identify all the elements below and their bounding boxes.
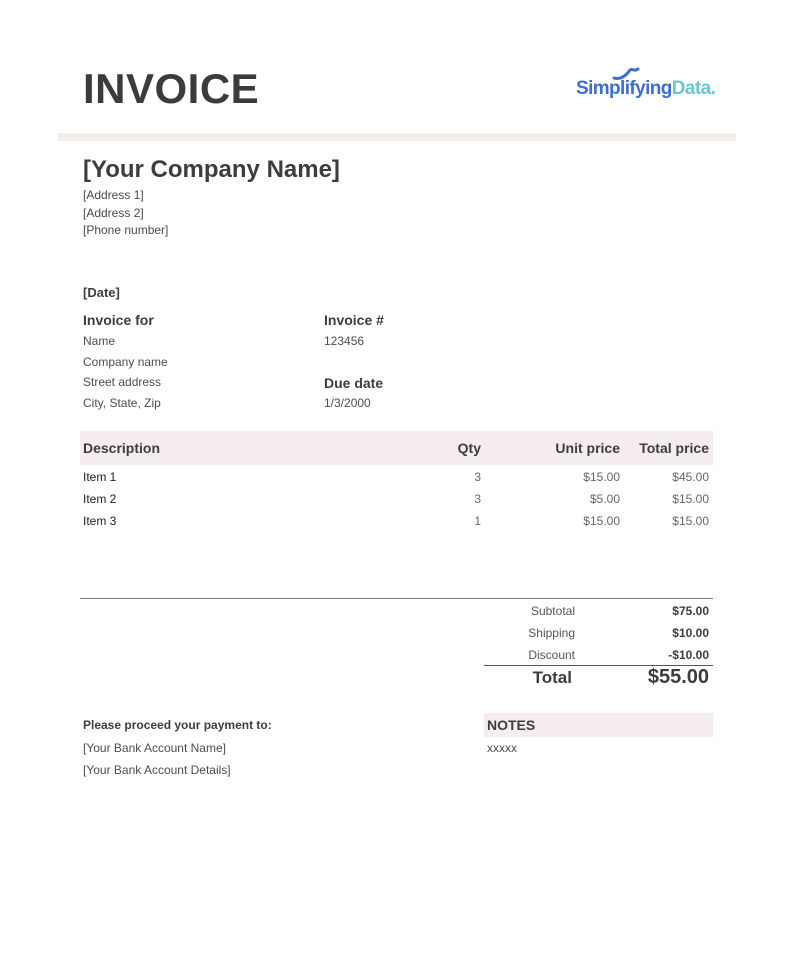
- row-total-price: $15.00: [672, 492, 709, 506]
- company-name: [Your Company Name]: [83, 156, 340, 183]
- logo-text-secondary: Data.: [671, 78, 716, 99]
- row-unit-price: $5.00: [589, 492, 620, 506]
- notes-header: [484, 713, 713, 737]
- total-value: $55.00: [647, 666, 709, 688]
- due-date-heading: Due date: [324, 375, 384, 391]
- client-company: Company name: [83, 355, 168, 369]
- company-logo: [576, 66, 722, 106]
- invoice-for-heading: Invoice for: [83, 312, 154, 328]
- table-row: [80, 470, 713, 490]
- client-name: Name: [83, 334, 116, 348]
- row-total-price: $15.00: [672, 514, 709, 528]
- company-address-2: [Address 2]: [83, 206, 144, 220]
- row-qty: 1: [474, 514, 481, 528]
- items-table-header: [80, 431, 713, 465]
- header-divider-band: [58, 133, 736, 141]
- bank-account-details: [Your Bank Account Details]: [83, 763, 231, 777]
- logo-text-primary: Simplifying: [576, 78, 672, 99]
- notes-heading: NOTES: [487, 717, 536, 733]
- company-phone: [Phone number]: [83, 223, 169, 237]
- invoice-number-heading: Invoice #: [324, 312, 384, 328]
- notes-text: xxxxx: [487, 741, 517, 755]
- invoice-title: INVOICE: [83, 65, 260, 112]
- discount-label: Discount: [528, 648, 575, 662]
- subtotal-label: Subtotal: [530, 604, 575, 618]
- row-unit-price: $15.00: [583, 470, 620, 484]
- shipping-value: $10.00: [672, 626, 709, 640]
- due-date-value: 1/3/2000: [324, 396, 371, 410]
- table-row: [80, 492, 713, 512]
- row-description: Item 1: [83, 470, 117, 484]
- col-description: Description: [83, 440, 161, 456]
- discount-value: -$10.00: [668, 648, 709, 662]
- totals-divider: [80, 598, 713, 599]
- subtotal-value: $75.00: [672, 604, 709, 618]
- row-description: Item 2: [83, 492, 117, 506]
- client-city: City, State, Zip: [83, 396, 161, 410]
- shipping-label: Shipping: [528, 626, 575, 640]
- invoice-number-value: 123456: [324, 334, 365, 348]
- col-unit-price: Unit price: [555, 440, 620, 456]
- payment-heading: Please proceed your payment to:: [83, 718, 272, 732]
- row-qty: 3: [474, 470, 481, 484]
- col-qty: Qty: [457, 440, 481, 456]
- row-unit-price: $15.00: [583, 514, 620, 528]
- row-qty: 3: [474, 492, 481, 506]
- col-total-price: Total price: [639, 440, 709, 456]
- row-description: Item 3: [83, 514, 117, 528]
- table-row: [80, 514, 713, 534]
- invoice-date: [Date]: [83, 285, 120, 300]
- client-street: Street address: [83, 375, 162, 389]
- row-total-price: $45.00: [672, 470, 709, 484]
- total-label: Total: [532, 668, 572, 687]
- bank-account-name: [Your Bank Account Name]: [83, 741, 226, 755]
- company-address-1: [Address 1]: [83, 188, 144, 202]
